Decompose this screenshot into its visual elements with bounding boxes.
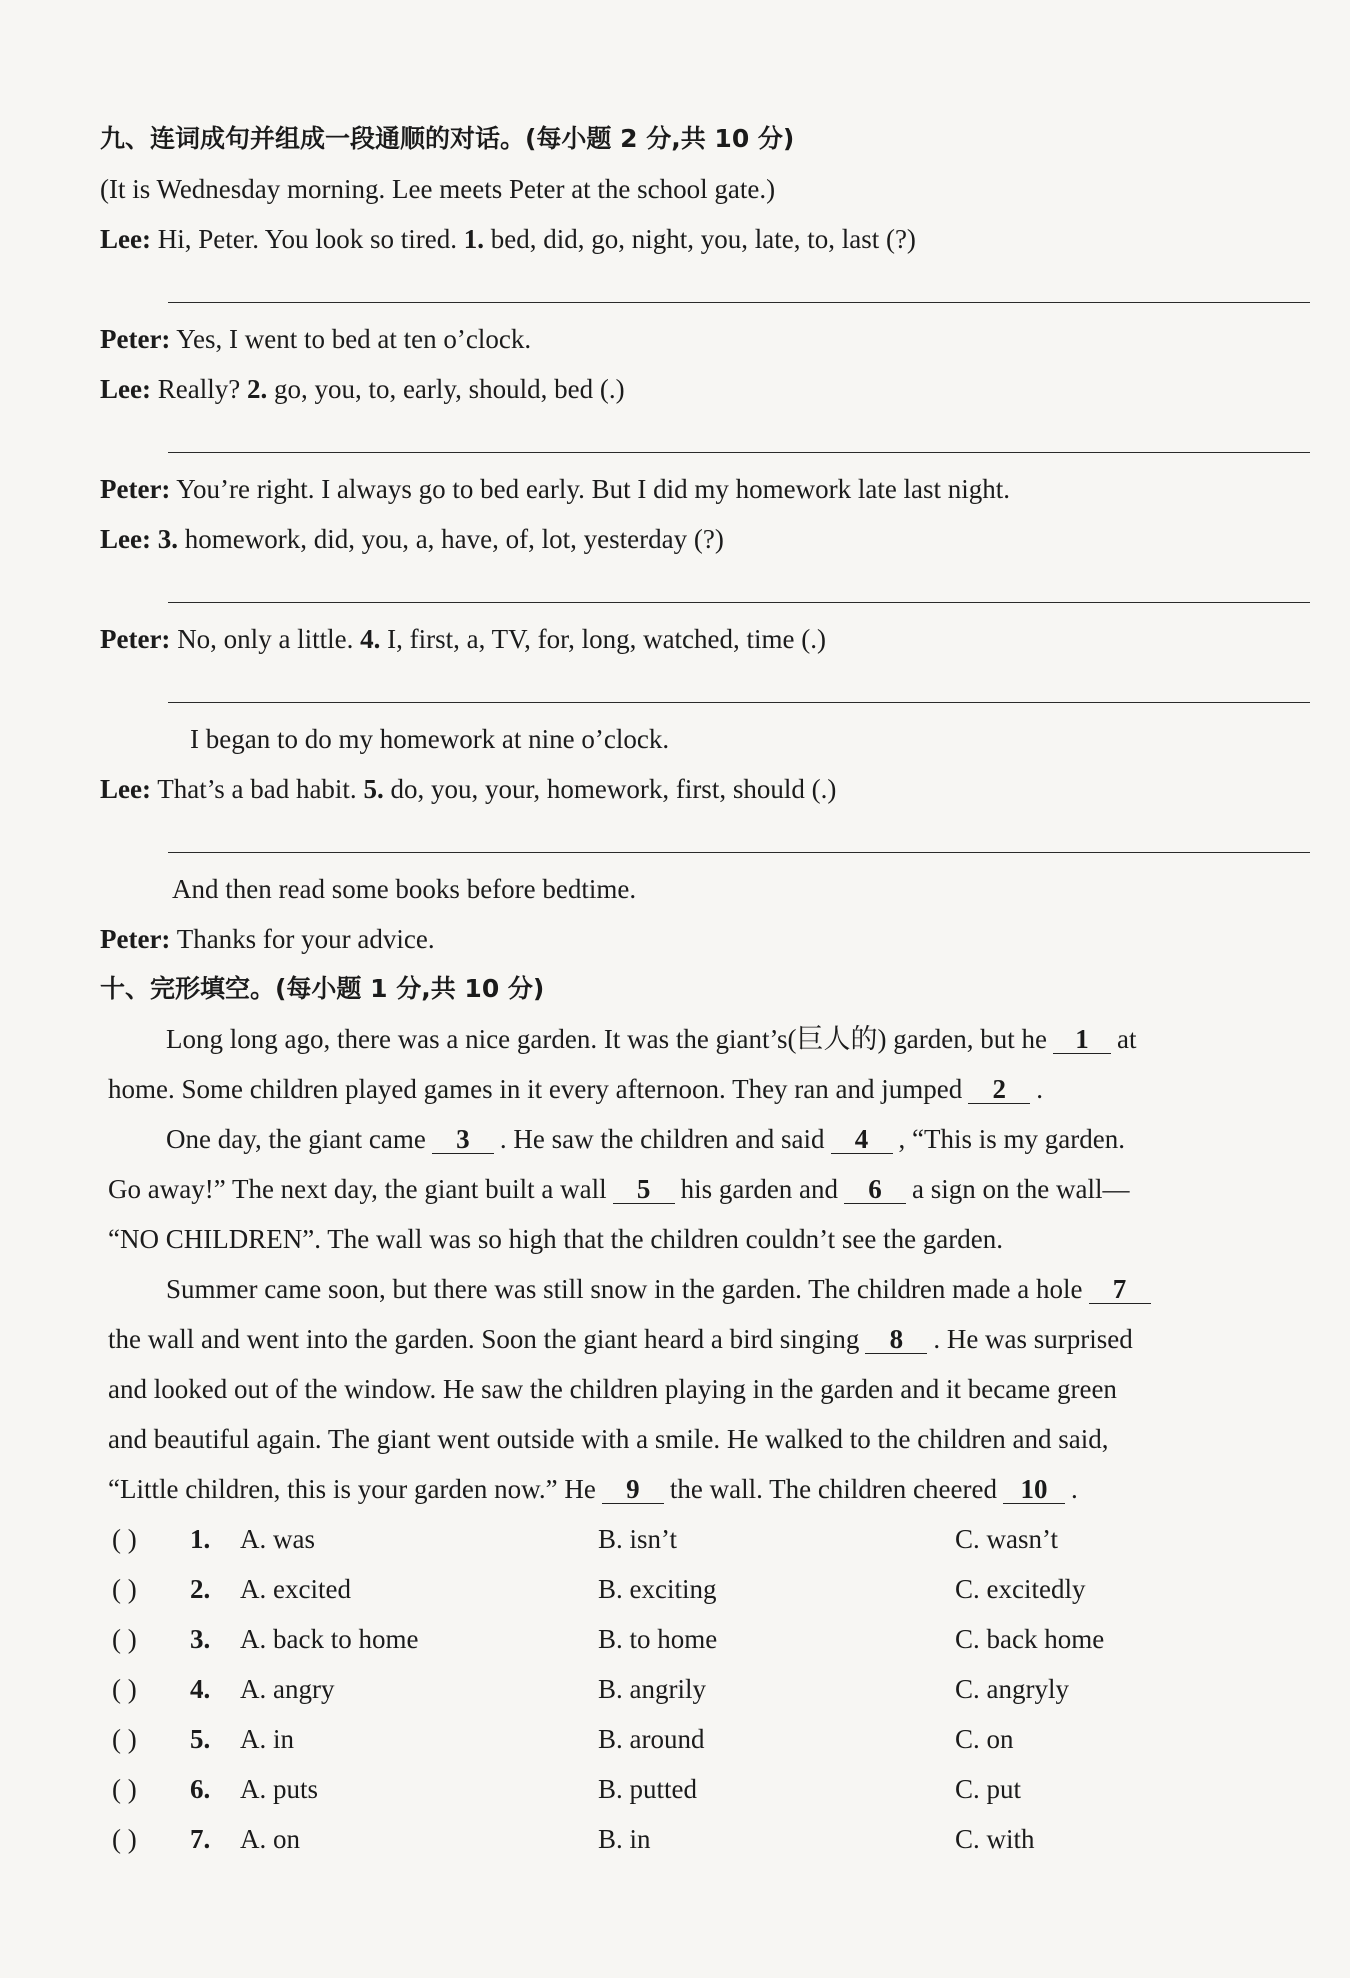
word-list: do, you, your, homework, first, should (.) xyxy=(390,774,837,804)
passage-line xyxy=(166,1272,1157,1306)
passage-text: Go away!” The next day, the giant built a wall xyxy=(108,1174,607,1204)
option-c[interactable]: C. on xyxy=(955,1724,1014,1754)
cloze-blank-1[interactable]: 1 xyxy=(1053,1025,1111,1054)
dialogue-line-8 xyxy=(100,772,836,806)
word-list: bed, did, go, night, you, late, to, last (?) xyxy=(490,224,916,254)
option-c[interactable]: C. back home xyxy=(955,1624,1105,1654)
dialogue-line-7 xyxy=(190,722,669,756)
answer-line-4[interactable] xyxy=(168,702,1310,703)
passage-text: the wall. The children cheered xyxy=(669,1474,997,1504)
speaker-label: Peter: xyxy=(100,924,171,954)
cloze-blank-2[interactable]: 2 xyxy=(968,1075,1030,1104)
option-c[interactable]: C. excitedly xyxy=(955,1574,1086,1604)
question-number: 3. xyxy=(190,1624,211,1654)
question-number: 6. xyxy=(190,1774,211,1804)
dialogue-text: Really? xyxy=(157,374,241,404)
question-number: 1. xyxy=(463,224,484,254)
word-list: homework, did, you, a, have, of, lot, yesterday (?) xyxy=(184,524,724,554)
option-b[interactable]: B. isn’t xyxy=(598,1524,678,1554)
dialogue-text: And then read some books before bedtime. xyxy=(172,874,637,904)
cloze-blank-4[interactable]: 4 xyxy=(831,1125,893,1154)
speaker-label: Peter: xyxy=(100,474,171,504)
dialogue-line-1 xyxy=(100,222,916,256)
passage-text: “Little children, this is your garden now.” He xyxy=(108,1474,596,1504)
passage-line xyxy=(108,1472,1078,1506)
answer-line-3[interactable] xyxy=(168,602,1310,603)
cloze-blank-3[interactable]: 3 xyxy=(432,1125,494,1154)
question-number: 2. xyxy=(190,1574,211,1604)
dialogue-line-5 xyxy=(100,522,724,556)
passage-text: . xyxy=(1036,1074,1043,1104)
passage-line: and looked out of the window. He saw the children playing in the garden and it became green xyxy=(108,1374,1117,1404)
option-a[interactable]: A. excited xyxy=(240,1574,351,1604)
option-c[interactable]: C. with xyxy=(955,1824,1035,1854)
dialogue-text: Thanks for your advice. xyxy=(176,924,435,954)
cloze-blank-8[interactable]: 8 xyxy=(865,1325,927,1354)
question-number: 7. xyxy=(190,1824,211,1854)
cloze-blank-10[interactable]: 10 xyxy=(1003,1475,1065,1504)
passage-text: . xyxy=(1070,1474,1078,1504)
passage-text: Long long ago, there was a nice garden. It was the giant’s(巨人的) garden, but he xyxy=(166,1024,1047,1054)
option-a[interactable]: A. back to home xyxy=(240,1624,419,1654)
speaker-label: Lee: xyxy=(100,524,151,554)
passage-text: Summer came soon, but there was still snow in the garden. The children made a hole xyxy=(166,1274,1083,1304)
answer-bracket[interactable]: ( ) xyxy=(112,1724,137,1754)
passage-line: and beautiful again. The giant went outside with a smile. He walked to the children and said, xyxy=(108,1424,1109,1454)
option-a[interactable]: A. on xyxy=(240,1824,300,1854)
section9-heading: 九、连词成句并组成一段通顺的对话。(每小题 2 分,共 10 分) xyxy=(100,124,795,153)
question-number: 5. xyxy=(190,1724,211,1754)
answer-bracket[interactable]: ( ) xyxy=(112,1674,137,1704)
cloze-blank-7[interactable]: 7 xyxy=(1089,1275,1151,1304)
passage-text: his garden and xyxy=(680,1174,839,1204)
dialogue-text: Yes, I went to bed at ten o’clock. xyxy=(176,324,532,354)
option-b[interactable]: B. to home xyxy=(598,1624,718,1654)
passage-text: . He saw the children and said xyxy=(499,1124,825,1154)
option-b[interactable]: B. exciting xyxy=(598,1574,717,1604)
cloze-blank-5[interactable]: 5 xyxy=(613,1175,675,1204)
answer-line-2[interactable] xyxy=(168,452,1310,453)
word-list: I, first, a, TV, for, long, watched, time (.) xyxy=(387,624,826,654)
option-c[interactable]: C. angryly xyxy=(955,1674,1069,1704)
passage-line xyxy=(108,1172,1130,1206)
dialogue-text: You’re right. I always go to bed early. But I did my homework late last night. xyxy=(176,474,1011,504)
passage-line xyxy=(108,1072,1043,1106)
answer-bracket[interactable]: ( ) xyxy=(112,1824,137,1854)
word-list: go, you, to, early, should, bed (.) xyxy=(273,374,625,404)
option-a[interactable]: A. angry xyxy=(240,1674,335,1704)
speaker-label: Lee: xyxy=(100,224,151,254)
option-a[interactable]: A. in xyxy=(240,1724,294,1754)
question-number: 4. xyxy=(360,624,381,654)
passage-line xyxy=(108,1322,1133,1356)
section9-context: (It is Wednesday morning. Lee meets Peter at the school gate.) xyxy=(100,174,776,204)
passage-line xyxy=(166,1022,1136,1056)
passage-text: One day, the giant came xyxy=(166,1124,426,1154)
option-a[interactable]: A. puts xyxy=(240,1774,319,1804)
question-number: 3. xyxy=(157,524,178,554)
question-number: 2. xyxy=(246,374,268,404)
dialogue-line-2 xyxy=(100,322,531,356)
question-number: 4. xyxy=(190,1674,211,1704)
passage-line xyxy=(166,1122,1125,1156)
passage-text: at xyxy=(1116,1024,1137,1054)
answer-line-1[interactable] xyxy=(168,302,1310,303)
speaker-label: Peter: xyxy=(100,624,171,654)
passage-text: a sign on the wall— xyxy=(912,1174,1130,1204)
question-number: 1. xyxy=(190,1524,211,1554)
option-c[interactable]: C. put xyxy=(955,1774,1022,1804)
question-number: 5. xyxy=(363,774,384,804)
speaker-label: Peter: xyxy=(100,324,171,354)
speaker-label: Lee: xyxy=(100,774,151,804)
dialogue-line-10 xyxy=(100,922,435,956)
dialogue-line-4 xyxy=(100,472,1010,506)
speaker-label: Lee: xyxy=(100,374,151,404)
answer-bracket[interactable]: ( ) xyxy=(112,1774,137,1804)
passage-line: “NO CHILDREN”. The wall was so high that the children couldn’t see the garden. xyxy=(108,1224,1004,1254)
cloze-blank-6[interactable]: 6 xyxy=(844,1175,906,1204)
dialogue-line-6 xyxy=(100,622,826,656)
option-b[interactable]: B. around xyxy=(598,1724,705,1754)
option-b[interactable]: B. in xyxy=(598,1824,651,1854)
dialogue-line-3 xyxy=(100,372,625,406)
option-a[interactable]: A. was xyxy=(240,1524,315,1554)
passage-text: home. Some children played games in it every afternoon. They ran and jumped xyxy=(108,1074,963,1104)
answer-line-5[interactable] xyxy=(168,852,1310,853)
dialogue-text: I began to do my homework at nine o’clock. xyxy=(190,724,670,754)
answer-bracket[interactable]: ( ) xyxy=(112,1524,137,1554)
dialogue-line-9 xyxy=(172,872,636,906)
dialogue-text: Hi, Peter. You look so tired. xyxy=(157,224,457,254)
passage-text: the wall and went into the garden. Soon the giant heard a bird singing xyxy=(108,1324,860,1354)
passage-text: . He was surprised xyxy=(933,1324,1133,1354)
option-c[interactable]: C. wasn’t xyxy=(955,1524,1059,1554)
dialogue-text: That’s a bad habit. xyxy=(157,774,357,804)
answer-bracket[interactable]: ( ) xyxy=(112,1624,137,1654)
passage-text: , “This is my garden. xyxy=(898,1124,1126,1154)
option-b[interactable]: B. angrily xyxy=(598,1674,706,1704)
answer-bracket[interactable]: ( ) xyxy=(112,1574,137,1604)
cloze-blank-9[interactable]: 9 xyxy=(602,1475,664,1504)
option-b[interactable]: B. putted xyxy=(598,1774,697,1804)
dialogue-text: No, only a little. xyxy=(177,624,354,654)
section10-heading: 十、完形填空。(每小题 1 分,共 10 分) xyxy=(100,974,545,1003)
